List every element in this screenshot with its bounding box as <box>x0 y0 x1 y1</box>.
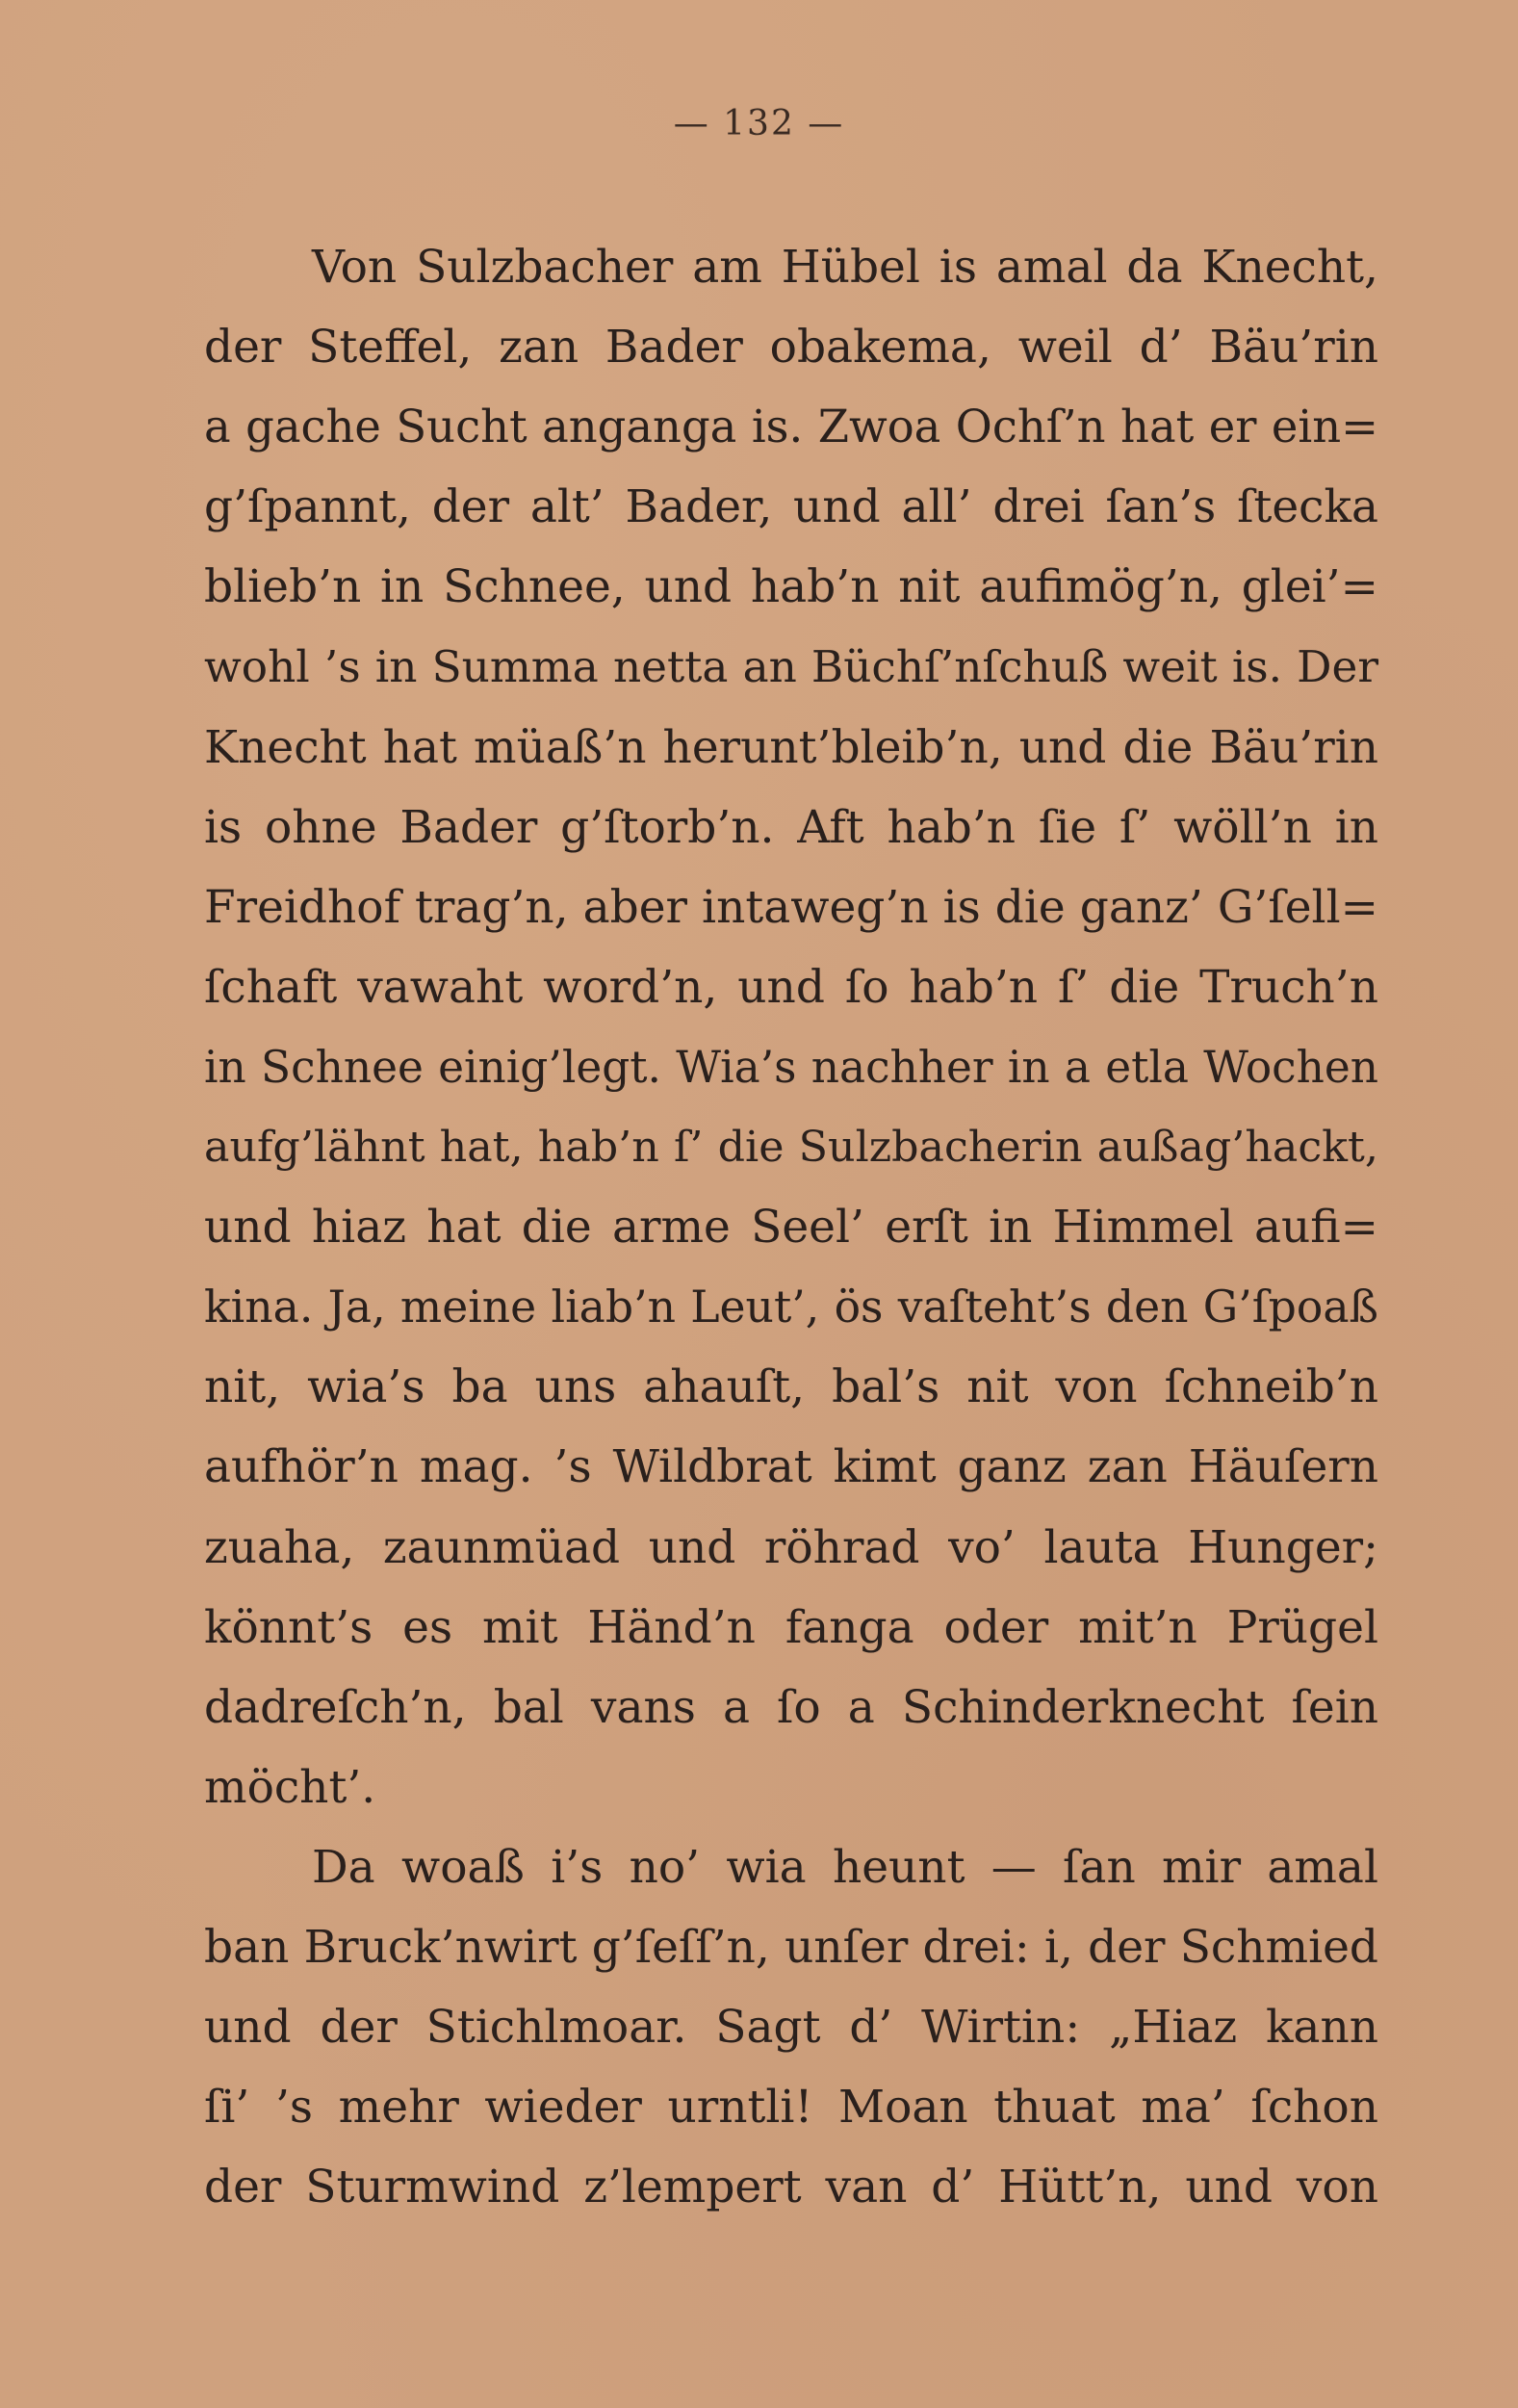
text-line: und der Stichlmoar. Sagt d’ Wirtin: „Hiaz kann <box>204 2001 1378 2055</box>
text-line: zuaha, zaunmüad und röhrad vo’ lauta Hunger; <box>204 1520 1378 1574</box>
text-line: Freidhof trag’n, aber intaweg’n is die ganz’ G’ſell= <box>204 880 1378 934</box>
text-line: kina. Ja, meine liab’n Leut’, ös vaſteht’s den G’ſpoaß <box>204 1282 1378 1333</box>
page-number: — 132 — <box>673 104 845 143</box>
text-line: aufhör’n mag. ’s Wildbrat kimt ganz zan Häuſern <box>204 1440 1378 1494</box>
text-line: könnt’s es mit Händ’n fanga oder mit’n Prügel <box>204 1600 1378 1654</box>
text-line: Von Sulzbacher am Hübel is amal da Knecht, <box>312 241 1378 294</box>
text-line: der Sturmwind z’lempert van d’ Hütt’n, und von <box>204 2161 1378 2214</box>
text-line: möcht’. <box>204 1760 376 1814</box>
text-line: blieb’n in Schnee, und hab’n nit aufimög’n, glei’= <box>204 560 1378 614</box>
text-line: Knecht hat müaß’n herunt’bleib’n, und die Bäu’rin <box>204 720 1378 774</box>
text-line: wohl ’s in Summa netta an Büchſ’nſchuß weit is. Der <box>204 641 1378 693</box>
text-line: g’ſpannt, der alt’ Bader, und all’ drei ſan’s ſtecka <box>204 480 1378 534</box>
text-line: ſchaft vawaht word’n, und ſo hab’n ſ’ die Truch’n <box>204 960 1378 1014</box>
text-line: in Schnee einig’legt. Wia’s nachher in a etla Wochen <box>204 1041 1378 1093</box>
text-line: is ohne Bader g’ſtorb’n. Aft hab’n ſie ſ’ wöll’n in <box>204 800 1378 854</box>
text-line: ban Bruck’nwirt g’ſeſſ’n, unſer drei: i, der Schmied <box>204 1920 1378 1974</box>
text-line: aufg’lähnt hat, hab’n ſ’ die Sulzbacherin außag’hackt, <box>204 1123 1378 1173</box>
text-line: ſi’ ’s mehr wieder urntli! Moan thuat ma’ ſchon <box>204 2081 1378 2135</box>
text-line: a gache Sucht anganga is. Zwoa Ochſ’n hat er ein= <box>204 401 1378 453</box>
text-line: und hiaz hat die arme Seel’ erſt in Himmel aufi= <box>204 1201 1378 1255</box>
text-line: der Steffel, zan Bader obakema, weil d’ Bäu’rin <box>204 321 1378 375</box>
text-line: dadreſch’n, bal vans a ſo a Schinderknecht ſein <box>204 1680 1378 1734</box>
body-text <box>204 227 1378 2227</box>
text-line: Da woaß i’s no’ wia heunt — ſan mir amal <box>312 1840 1378 1894</box>
text-line: nit, wia’s ba uns ahauſt, bal’s nit von ſchneib’n <box>204 1360 1378 1414</box>
